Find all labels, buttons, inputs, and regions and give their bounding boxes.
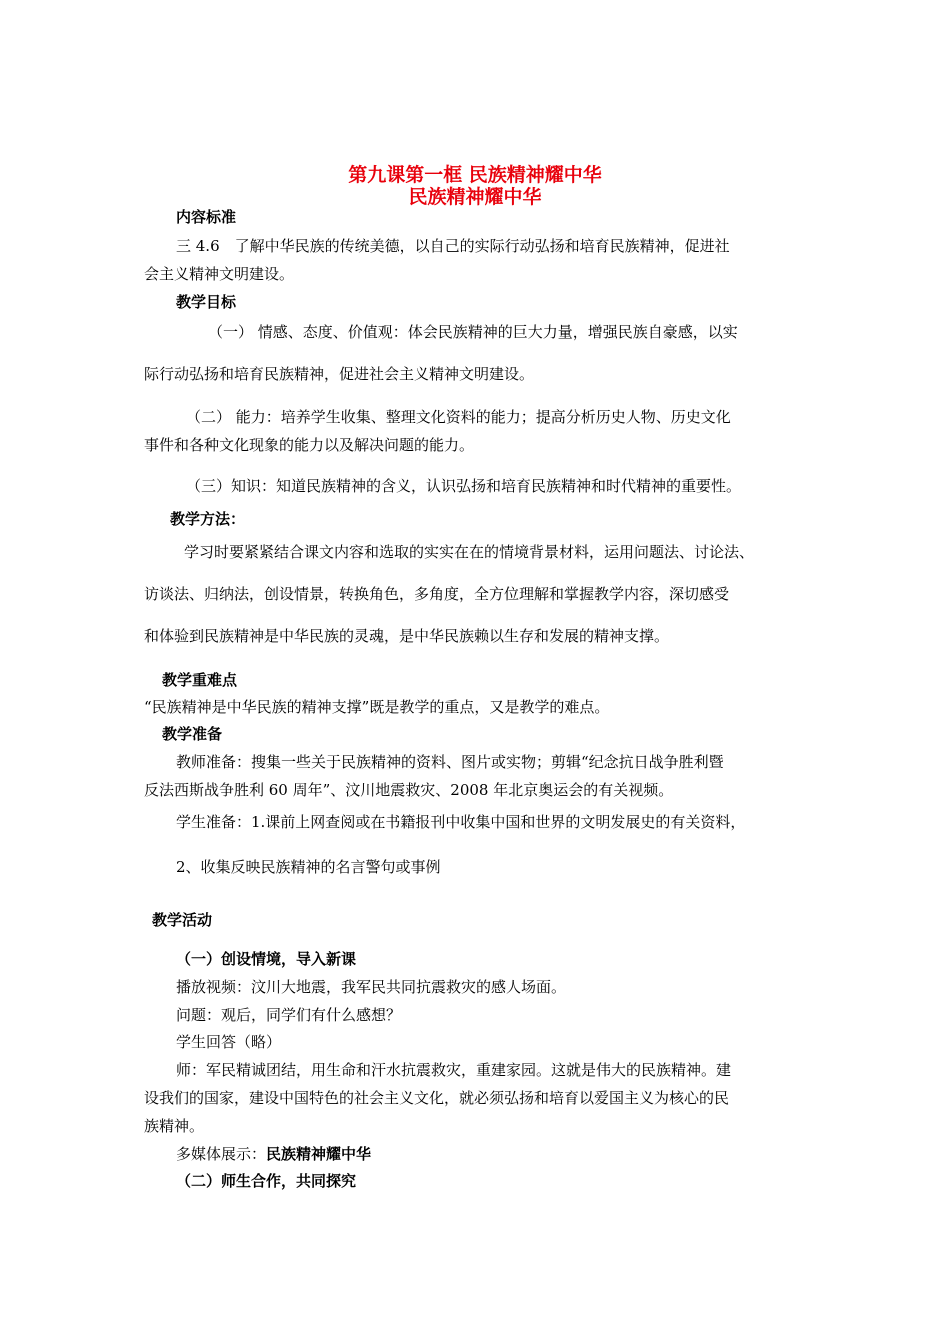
teaching-goal-line: 事件和各种文化现象的能力以及解决问题的能力。 — [144, 436, 475, 454]
teaching-goals-heading: 教学目标 — [176, 293, 237, 311]
teaching-methods-line: 和体验到民族精神是中华民族的灵魂，是中华民族赖以生存和发展的精神支撑。 — [144, 627, 670, 645]
teaching-goal-line: 际行动弘扬和培育民族精神，促进社会主义精神文明建设。 — [144, 365, 535, 383]
multimedia-display-label: 多媒体展示： — [176, 1145, 267, 1163]
activities-heading: 教学活动 — [152, 911, 213, 929]
document-title: 第九课第一框 民族精神耀中华 — [348, 164, 602, 186]
activity-section-heading: （一）创设情境，导入新课 — [176, 950, 357, 968]
teacher-preparation-line: 反法西斯战争胜利 60 周年”、汶川地震救灾、2008 年北京奥运会的有关视频。 — [144, 781, 674, 799]
activity-line: 族精神。 — [144, 1117, 205, 1135]
teaching-methods-line: 学习时要紧紧结合课文内容和选取的实实在在的情境背景材料，运用问题法、讨论法、 — [184, 543, 755, 561]
teaching-methods-heading: 教学方法： — [170, 510, 246, 528]
document-subtitle: 民族精神耀中华 — [408, 186, 542, 208]
content-standard-line: 三 4.6 了解中华民族的传统美德，以自己的实际行动弘扬和培育民族精神，促进社 — [176, 237, 730, 255]
content-standard-line: 会主义精神文明建设。 — [144, 265, 295, 283]
content-standard-heading: 内容标准 — [176, 208, 237, 226]
preparation-heading: 教学准备 — [162, 725, 223, 743]
key-points-line: “民族精神是中华民族的精神支撑”既是教学的重点，又是教学的难点。 — [144, 698, 610, 716]
student-preparation-line: 2、收集反映民族精神的名言警句或事例 — [176, 858, 441, 876]
key-points-heading: 教学重难点 — [162, 671, 238, 689]
activity-line: 设我们的国家，建设中国特色的社会主义文化，就必须弘扬和培育以爱国主义为核心的民 — [144, 1089, 730, 1107]
teaching-goal-line: （一） 情感、态度、价值观：体会民族精神的巨大力量，增强民族自豪感，以实 — [208, 323, 738, 341]
activity-line: 学生回答（略） — [176, 1033, 282, 1051]
activity-line: 播放视频：汶川大地震，我军民共同抗震救灾的感人场面。 — [176, 978, 567, 996]
activity-section-heading: （二）师生合作，共同探究 — [176, 1172, 357, 1190]
teaching-goal-line: （三）知识：知道民族精神的含义，认识弘扬和培育民族精神和时代精神的重要性。 — [186, 477, 742, 495]
teaching-methods-line: 访谈法、归纳法，创设情景，转换角色，多角度，全方位理解和掌握教学内容，深切感受 — [144, 585, 730, 603]
teacher-preparation-line: 教师准备：搜集一些关于民族精神的资料、图片或实物；剪辑“纪念抗日战争胜利暨 — [176, 753, 724, 771]
teaching-goal-line: （二） 能力：培养学生收集、整理文化资料的能力；提高分析历史人物、历史文化 — [186, 408, 731, 426]
activity-line: 问题：观后，同学们有什么感想？ — [176, 1006, 402, 1024]
multimedia-display-title: 民族精神耀中华 — [266, 1145, 372, 1163]
student-preparation-line: 学生准备：1.课前上网查阅或在书籍报刊中收集中国和世界的文明发展史的有关资料， — [176, 813, 746, 831]
multimedia-display-line — [176, 1144, 371, 1164]
activity-line: 师：军民精诚团结，用生命和汗水抗震救灾，重建家园。这就是伟大的民族精神。建 — [176, 1061, 732, 1079]
